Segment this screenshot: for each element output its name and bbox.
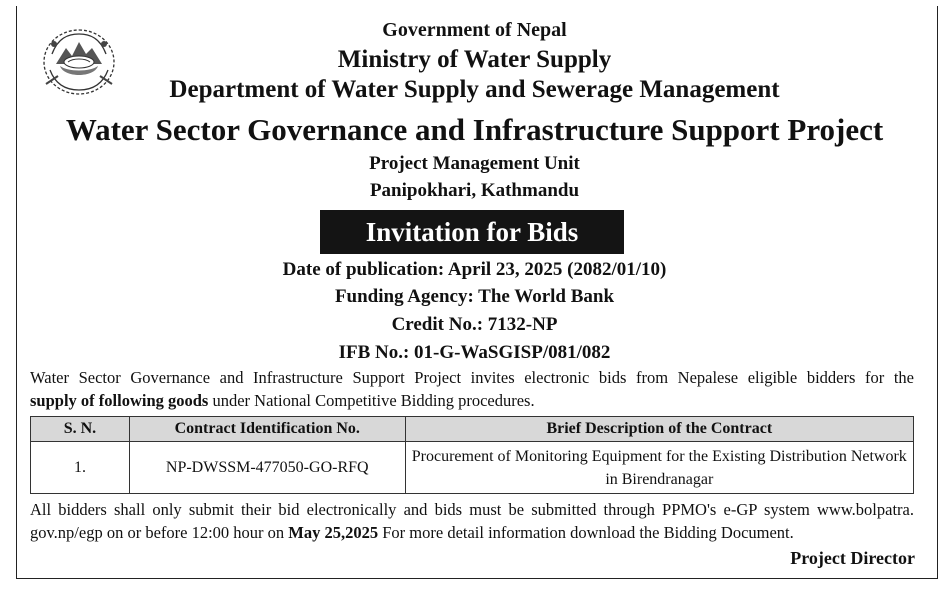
- invitation-banner: Invitation for Bids: [320, 210, 624, 254]
- cell-sn: 1.: [31, 442, 130, 494]
- signature-title: Project Director: [790, 548, 915, 568]
- contract-table: [30, 416, 914, 494]
- header-contract-id: Contract Identification No.: [129, 417, 405, 442]
- intro-text-1: Water Sector Governance and Infrastructure Support Project invites electronic bids from Nepalese eligible bidders for the: [30, 368, 914, 387]
- publication-date: Date of publication: April 23, 2025 (2082/01/10): [282, 259, 667, 280]
- footer-paragraph: [30, 498, 914, 544]
- footer-line-2b: For more detail information download the Bidding Document.: [378, 523, 794, 542]
- funding-agency: Funding Agency: The World Bank: [334, 286, 615, 307]
- credit-number: Credit No.: 7132-NP: [391, 314, 558, 335]
- table-row: [31, 442, 914, 494]
- intro-bold: supply of following goods: [30, 391, 209, 410]
- location-line: Panipokhari, Kathmandu: [369, 180, 580, 201]
- table-header-row: [31, 417, 914, 442]
- ifb-number: IFB No.: 01-G-WaSGISP/081/082: [338, 342, 611, 363]
- cell-description: Procurement of Monitoring Equipment for the Existing Distribution Network in Birendranagar: [405, 442, 913, 494]
- unit-line: Project Management Unit: [369, 153, 580, 174]
- ministry-line: Ministry of Water Supply: [337, 46, 612, 73]
- bid-deadline: May 25,2025: [288, 523, 379, 542]
- footer-line-2a: gov.np/egp on or before 12:00 hour on: [30, 523, 289, 542]
- footer-line-1: All bidders shall only submit their bid electronically and bids must be submitted through PPMO's e-GP system www.bolpatra.: [30, 500, 914, 519]
- intro-paragraph: [30, 366, 914, 412]
- government-line: Government of Nepal: [382, 19, 567, 41]
- intro-text-2: under National Competitive Bidding procedures.: [208, 391, 535, 410]
- header-description: Brief Description of the Contract: [405, 417, 913, 442]
- department-line: Department of Water Supply and Sewerage Management: [169, 76, 780, 103]
- cell-contract-id: NP-DWSSM-477050-GO-RFQ: [129, 442, 405, 494]
- header-sn: S. N.: [31, 417, 130, 442]
- project-title: Water Sector Governance and Infrastructure Support Project: [65, 112, 884, 147]
